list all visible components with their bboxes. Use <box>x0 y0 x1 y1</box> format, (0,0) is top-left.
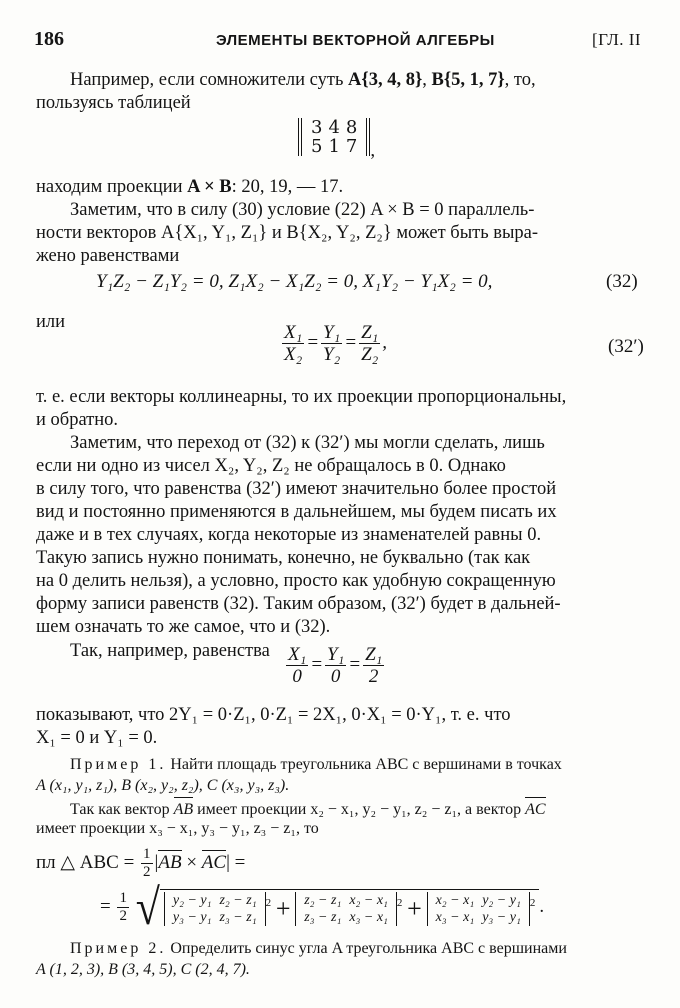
equation-example: $\frac{\text{X₁}}{0}$ = $\frac{\text{Y₁}}{0}$ = $\frac{\text{Z₁}}{2}$ <box>288 644 383 687</box>
example2-line2: A (1, 2, 3), B (3, 4, 5), C (2, 4, 7). <box>36 961 250 978</box>
equation-32-prime: $\frac{\text{X₁}}{\text{X₂}}$ = $\frac{\text{Y₁}}{\text{Y₂}}$ = $\frac{\text{Z₁}}{\text{Z₂}}$ , <box>284 322 387 365</box>
paragraph-example-line2: пользуясь таблицей <box>36 93 191 113</box>
paragraph-example-line1: Например, если сомножители суть A{3, 4, 8}, B{5, 1, 7}, то, <box>70 70 536 90</box>
paragraph-remark-line9: шем означать то же самое, что и (32). <box>36 617 331 637</box>
example1-line2: A (x₁, y₁, z₁), B (x₂, y₂, z₂), C (x₃, y₃, z₃). <box>36 777 290 794</box>
paragraph-remark-line7: на 0 делить нельзя), а условно, просто как удобную сокращенную <box>36 571 556 591</box>
area-formula-line1: пл △ ABC = $\frac{1}{2}$ |AB × AC| = <box>36 846 246 880</box>
paragraph-parallel-line1: Заметим, что в силу (30) условие (22) A × B = 0 параллель- <box>70 200 535 220</box>
example1-line3: Так как вектор AB имеет проекции x₂ − x₁, y₂ − y₁, z₂ − z₁, а вектор AC <box>70 797 650 820</box>
projection-table: 3 4 8 5 1 7 , <box>298 118 375 162</box>
equation-number-32: (32) <box>606 271 638 292</box>
example2-line1: Пример 2. Определить синус угла A треугольника ABC с вершинами <box>70 940 567 957</box>
paragraph-collinear-line2: и обратно. <box>36 410 119 430</box>
example1-line4: имеет проекции x₃ − x₁, y₃ − y₁, z₃ − z₁, то <box>36 820 319 837</box>
paragraph-parallel-line2: ности векторов A{X₁, Y₁, Z₁} и B{X₂, Y₂, Z₂} может быть выра- <box>36 223 539 243</box>
word-or: или <box>36 312 66 332</box>
paragraph-shows-line2: X₁ = 0 и Y₁ = 0. <box>36 728 158 748</box>
paragraph-remark-line8: форму записи равенств (32). Таким образом, (32′) будет в дальней- <box>36 594 561 614</box>
page-number: 186 <box>34 28 64 50</box>
paragraph-remark-line1: Заметим, что переход от (32) к (32′) мы могли сделать, лишь <box>70 433 545 453</box>
equation-32: Y₁Z₂ − Z₁Y₂ = 0, Z₁X₂ − X₁Z₂ = 0, X₁Y₂ − Y₁X₂ = 0, <box>96 271 493 292</box>
paragraph-remark-line2: если ни одно из чисел X₂, Y₂, Z₂ не обращалось в 0. Однако <box>36 456 506 476</box>
sqrt-sign-icon: √ <box>135 879 160 936</box>
paragraph-parallel-line3: жено равенствами <box>36 246 180 266</box>
paragraph-projections: находим проекции A × B: 20, 19, — 17. <box>36 177 344 197</box>
running-title: ЭЛЕМЕНТЫ ВЕКТОРНОЙ АЛГЕБРЫ <box>216 32 495 49</box>
example1-line1: Пример 1. Найти площадь треугольника ABC с вершинами в точках <box>70 756 562 773</box>
paragraph-remark-line5: даже и в тех случаях, когда некоторые из знаменателей равны 0. <box>36 525 542 545</box>
paragraph-collinear-line1: т. е. если векторы коллинеарны, то их проекции пропорциональны, <box>36 387 567 407</box>
area-formula-line2: = $\frac{1}{2}$ √ y₂ − y₁ z₂ − z₁ y₃ − y₁ z₃ − z₁ $^2$ + z₂ − z₁ x₂ − x₁ z₃ − z₁ x₃ − x₁ $^2$ + x₂ − x₁ y₂ − y₁ x₃ − x₁ y₃ − y₁ $^2$ . <box>100 879 545 936</box>
paragraph-shows-line1: показывают, что 2Y₁ = 0·Z₁, 0·Z₁ = 2X₁, 0·X₁ = 0·Y₁, т. е. что <box>36 705 511 725</box>
paragraph-remark-line4: вид и постоянно применяются в дальнейшем, мы будем писать их <box>36 502 557 522</box>
chapter-marker: [ГЛ. II <box>592 30 642 49</box>
paragraph-for-example: Так, например, равенства <box>70 641 270 661</box>
equation-number-32-prime: (32′) <box>608 336 644 357</box>
paragraph-remark-line3: в силу того, что равенства (32′) имеют значительно более простой <box>36 479 557 499</box>
paragraph-remark-line6: Такую запись нужно понимать, конечно, не буквально (так как <box>36 548 531 568</box>
